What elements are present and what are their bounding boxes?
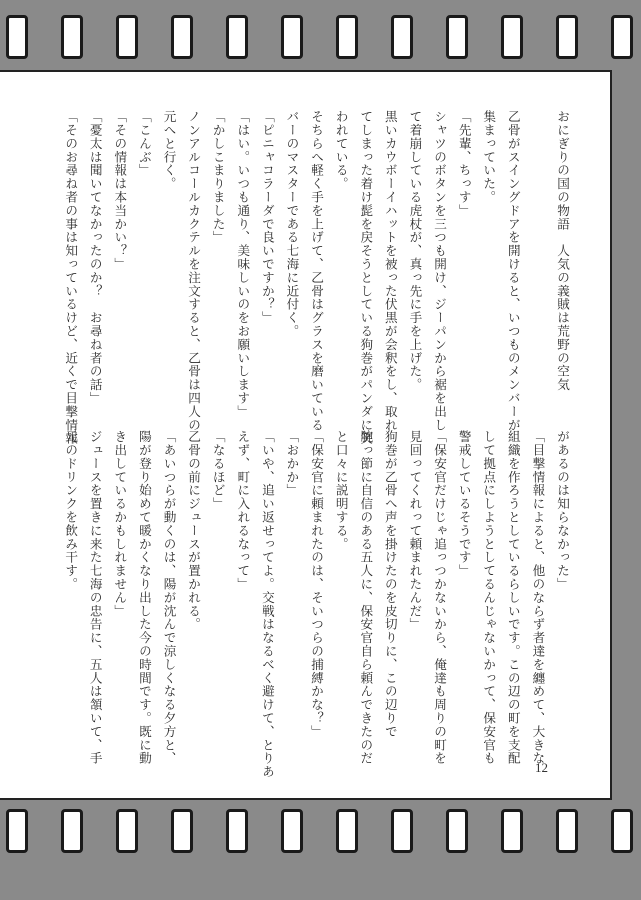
text-line: 元のドリンクを飲み干す。 bbox=[63, 430, 79, 591]
text-line: があるのは知らなかった」 bbox=[555, 430, 570, 591]
sprocket-hole bbox=[6, 809, 28, 853]
sprocket-hole bbox=[6, 15, 28, 59]
text-line: えず、町に入れるなって」 bbox=[235, 430, 251, 591]
text-line: 「おかか」 bbox=[284, 430, 300, 497]
sprocket-hole bbox=[611, 809, 633, 853]
sprocket-hole bbox=[336, 809, 358, 853]
sprocket-hole bbox=[391, 809, 413, 853]
text-line: 見回ってくれって頼まれたんだ」 bbox=[407, 430, 423, 631]
text-line: 乙骨の前にジュースが置かれる。 bbox=[186, 430, 202, 631]
text-line: 「いや、追い返せってよ。交戦はなるべく避けて、とりあ bbox=[259, 430, 275, 779]
sprocket-hole bbox=[116, 15, 138, 59]
text-line: 「かしこまりました」 bbox=[210, 110, 226, 244]
text-line: バーのマスターである七海に近付く。 bbox=[284, 110, 300, 338]
film-sprocket-holes-bottom bbox=[0, 806, 641, 856]
text-line: て着崩している虎杖が、真っ先に手を上げた。 bbox=[407, 110, 423, 392]
text-line: 「保安官だけじゃ追っつかないから、俺達も周りの町を bbox=[432, 430, 448, 765]
text-line bbox=[525, 110, 550, 410]
sprocket-hole bbox=[391, 15, 413, 59]
text-line: 「なるほど」 bbox=[210, 430, 226, 511]
text-line: ノンアルコールカクテルを注文すると、乙骨は四人の bbox=[186, 110, 202, 432]
text-line: き出しているかもしれません」 bbox=[112, 430, 128, 618]
sprocket-hole bbox=[501, 15, 523, 59]
text-line: 集まっていた。 bbox=[481, 110, 497, 204]
text-line: 乙骨がスイングドアを開けると、いつものメンバーが bbox=[505, 110, 521, 432]
text-line: われている。 bbox=[333, 110, 349, 191]
page-number: 12 bbox=[535, 760, 548, 775]
text-line: 「はい。いつも通り、美味しいのをお願いします」 bbox=[235, 110, 251, 419]
sprocket-hole bbox=[556, 15, 578, 59]
text-line: ジュースを置きに来た七海の忠告に、五人は頷いて、手 bbox=[87, 430, 103, 765]
text-line: 「ピニャコラーダで良いですか？」 bbox=[259, 110, 275, 325]
text-line: 「そのお尋ね者の事は知っているけど、近くで目撃情報 bbox=[63, 110, 79, 445]
text-line: 黒いカウボーイハットを被った伏黒が会釈をし、取れ bbox=[382, 110, 398, 432]
sprocket-hole bbox=[116, 809, 138, 853]
sprocket-hole bbox=[61, 809, 83, 853]
text-line: 狗巻が乙骨へ声を掛けたのを皮切りに、この辺りで bbox=[382, 430, 398, 739]
sprocket-hole bbox=[446, 809, 468, 853]
text-line: 「こんぶ」 bbox=[136, 110, 152, 177]
text-line: てしまった着け髭を戻そうとしている狗巻がパンダに笑 bbox=[358, 110, 374, 445]
text-line: 「あいつらが動くのは、陽が沈んで涼しくなる夕方と、 bbox=[161, 430, 177, 765]
text-line: そちらへ軽く手を上げて、乙骨はグラスを磨いている bbox=[309, 110, 325, 432]
text-line: 陽が登り始めて暖かくなり出した今の時間です。既に動 bbox=[136, 430, 152, 765]
sprocket-hole bbox=[556, 809, 578, 853]
text-line: 「保安官に頼まれたのは、そいつらの捕縛かな？」 bbox=[309, 430, 325, 739]
sprocket-hole bbox=[501, 809, 523, 853]
text-line: おにぎりの国の物語 人気の義賊は荒野の空気 bbox=[555, 110, 570, 392]
text-line: 組織を作ろうとしているらしいです。この辺の町を支配 bbox=[505, 430, 521, 765]
sprocket-hole bbox=[446, 15, 468, 59]
sprocket-hole bbox=[226, 809, 248, 853]
text-line: シャツのボタンを三つも開け、ジーパンから裾を出し bbox=[432, 110, 448, 432]
film-sprocket-holes-top bbox=[0, 12, 641, 62]
upper-text-column bbox=[58, 110, 574, 445]
sprocket-hole bbox=[61, 15, 83, 59]
sprocket-hole bbox=[171, 15, 193, 59]
book-page bbox=[0, 70, 612, 800]
sprocket-hole bbox=[611, 15, 633, 59]
sprocket-hole bbox=[226, 15, 248, 59]
text-line: 「その情報は本当かい？」 bbox=[112, 110, 128, 271]
text-line: 元へと行く。 bbox=[161, 110, 177, 191]
sprocket-hole bbox=[281, 15, 303, 59]
text-line: して拠点にしようとしてるんじゃないかって、保安官も bbox=[481, 430, 497, 765]
text-line: 「先輩、ちっす」 bbox=[456, 110, 472, 218]
text-line: と口々に説明する。 bbox=[333, 430, 349, 551]
text-line: 腕っ節に自信のある五人に、保安官自ら頼んできたのだ bbox=[358, 430, 374, 765]
text-line: 「憂太は聞いてなかったのか？ お尋ね者の話」 bbox=[87, 110, 103, 405]
text-line: 「目撃情報によると、他のならず者達を纏めて、大きな bbox=[530, 430, 546, 765]
sprocket-hole bbox=[281, 809, 303, 853]
sprocket-hole bbox=[171, 809, 193, 853]
sprocket-hole bbox=[336, 15, 358, 59]
text-line: 警戒しているそうです」 bbox=[456, 430, 472, 578]
